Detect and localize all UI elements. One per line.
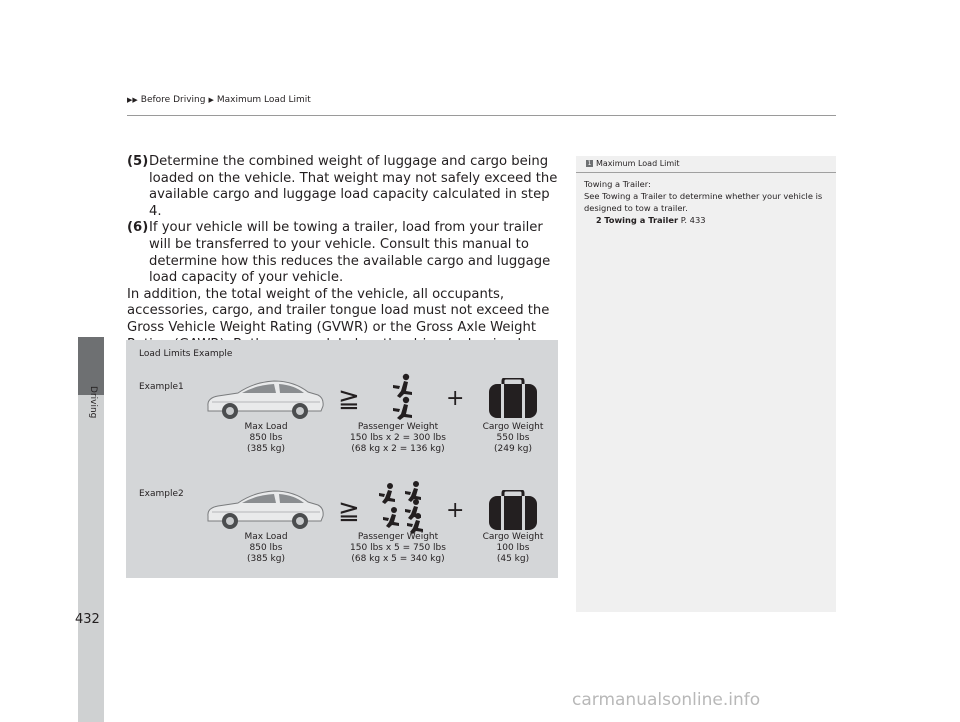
step-6 (127, 220, 559, 286)
sidebar-header (576, 156, 836, 173)
caption-line: (45 kg) (496, 554, 530, 564)
caption-line: Passenger Weight (357, 532, 439, 542)
caption-line: Passenger Weight (357, 422, 439, 432)
note-number-icon: 1 (587, 160, 592, 167)
breadcrumb-arrow-icon: ▶▶ (127, 96, 138, 104)
caption-line: 150 lbs x 2 = 300 lbs (350, 433, 446, 443)
breadcrumb-item-before-driving[interactable]: Before Driving (140, 95, 206, 105)
example1-label: Example1 (139, 382, 184, 392)
passenger-weight-caption (338, 422, 458, 455)
luggage-icon (489, 490, 537, 530)
passenger-icon (384, 372, 418, 420)
max-load-caption (231, 422, 301, 455)
caption-line: (385 kg) (247, 444, 285, 454)
step-text: If your vehicle will be towing a trailer, load from your trailer will be transferred to your vehicle. Consult this manual to determine how this reduces the available cargo and luggage load capacity of your vehicle. (149, 220, 551, 286)
sidebar-note (576, 156, 836, 612)
caption-line: 150 lbs x 5 = 750 lbs (350, 543, 446, 553)
caption-line: Max Load (244, 532, 288, 542)
caption-line: (249 kg) (494, 444, 532, 454)
reference-arrow-icon: 2 (596, 216, 602, 225)
reference-page: P. 433 (678, 215, 706, 225)
caption-line: (68 kg x 2 = 136 kg) (351, 444, 445, 454)
example2-label: Example2 (139, 489, 184, 499)
breadcrumb-item-maximum-load-limit[interactable]: Maximum Load Limit (216, 95, 311, 105)
breadcrumb-arrow-icon: ▶ (208, 96, 214, 104)
car-icon (204, 486, 326, 532)
max-load-caption (231, 532, 301, 565)
watermark: carmanualsonline.info (572, 690, 761, 710)
caption-line: Cargo Weight (482, 532, 544, 542)
section-tab-label: Driving (88, 386, 98, 419)
caption-line: Max Load (244, 422, 288, 432)
cargo-weight-caption (473, 422, 553, 455)
load-limits-figure (126, 340, 558, 578)
greater-or-equal-symbol: ≧ (338, 384, 360, 414)
sidebar-line: See Towing a Trailer to determine whether your vehicle is designed to tow a trailer. (584, 191, 823, 213)
reference-title: Towing a Trailer (604, 215, 679, 225)
sidebar-body (584, 178, 824, 227)
caption-line: Cargo Weight (482, 422, 544, 432)
caption-line: 550 lbs (496, 433, 530, 443)
caption-line: 850 lbs (249, 433, 283, 443)
main-text (127, 154, 559, 353)
passenger-weight-caption (338, 532, 458, 565)
sidebar-title: Maximum Load Limit (596, 159, 680, 168)
plus-symbol: + (446, 386, 465, 411)
caption-line: (68 kg x 5 = 340 kg) (351, 554, 445, 564)
caption-line: 850 lbs (249, 543, 283, 553)
greater-or-equal-symbol: ≧ (338, 496, 360, 526)
header-divider (127, 115, 836, 116)
plus-symbol: + (446, 498, 465, 523)
breadcrumb (127, 95, 311, 105)
step-5 (127, 154, 559, 220)
step-text: Determine the combined weight of luggage and cargo being loaded on the vehicle. That weight may not safely exceed the available cargo and luggage load capacity calculated in step 4. (149, 154, 558, 219)
caption-line: (385 kg) (247, 554, 285, 564)
page-number: 432 (75, 612, 100, 627)
step-number: (6) (127, 220, 149, 236)
luggage-icon (489, 378, 537, 418)
cargo-weight-caption (473, 532, 553, 565)
caption-line: 100 lbs (496, 543, 530, 553)
step-number: (5) (127, 154, 149, 169)
section-tab-label-wrap (84, 386, 99, 426)
body-paragraph: In addition, the total weight of the vehicle, all occupants, accessories, cargo, and trailer tongue load must not exceed the Gross Vehicle Weight Rating (GVWR) or the Gross Axle Weight (127, 286, 550, 335)
cross-reference-link[interactable] (584, 214, 824, 227)
car-icon (204, 376, 326, 422)
passengers-group-icon (376, 480, 432, 534)
figure-title: Load Limits Example (139, 349, 233, 359)
sidebar-line: Towing a Trailer: (584, 179, 651, 189)
